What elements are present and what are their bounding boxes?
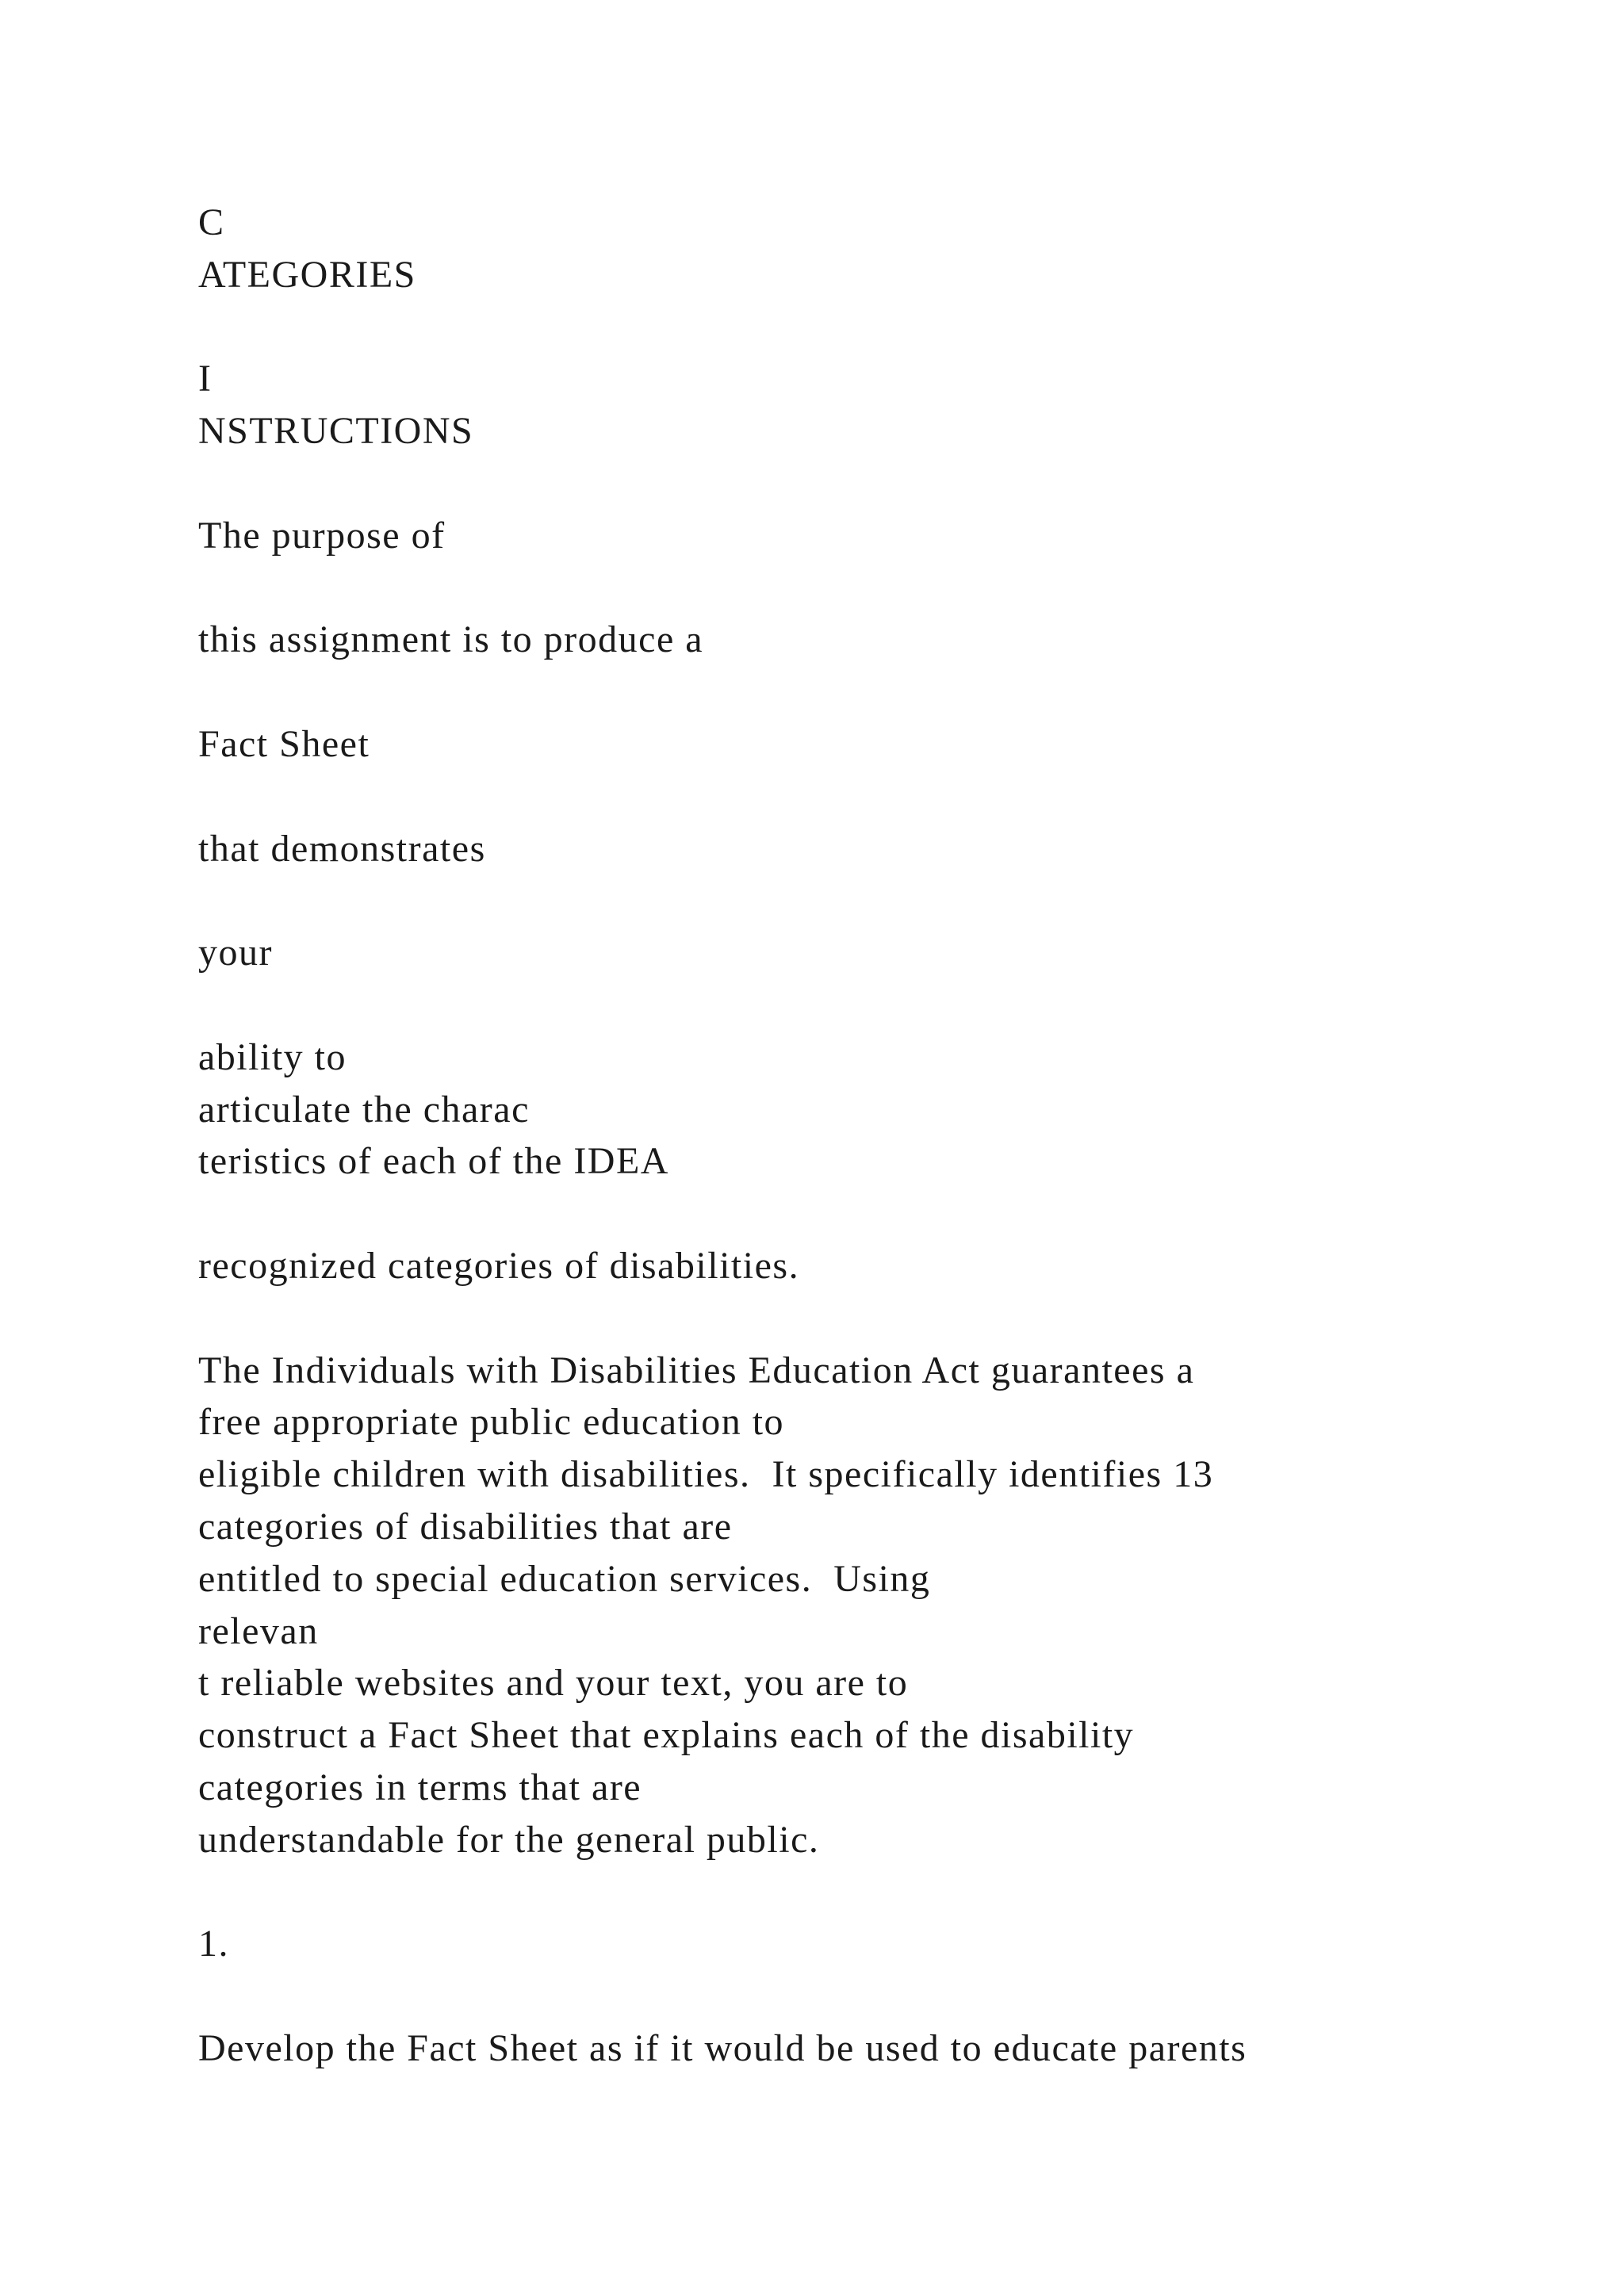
text-line: t reliable websites and your text, you are to <box>198 1662 909 1705</box>
document-body <box>198 197 1594 2075</box>
text-line: categories in terms that are <box>198 1766 642 1808</box>
text-line: Develop the Fact Sheet as if it would be used to educate parents <box>198 2026 1247 2069</box>
text-line: Fact Sheet <box>198 722 370 765</box>
heading-instructions-initial: I <box>198 358 213 400</box>
text-line: this assignment is to produce a <box>198 618 704 661</box>
text-line: relevan <box>198 1609 319 1652</box>
blank-line <box>198 301 1594 354</box>
text-line: recognized categories of disabilities. <box>198 1244 800 1287</box>
blank-line <box>198 562 1594 614</box>
text-line: ability to <box>198 1035 347 1078</box>
text-line: that demonstrates <box>198 827 486 870</box>
heading-categories-initial: C <box>198 201 225 243</box>
text-line: The purpose of <box>198 514 446 557</box>
text-line: categories of disabilities that are <box>198 1505 733 1548</box>
text-line: The Individuals with Disabilities Education Act guarantees a <box>198 1349 1195 1391</box>
text-line: construct a Fact Sheet that explains each of the disability <box>198 1714 1135 1757</box>
text-line: eligible children with disabilities. It specifically identifies 13 <box>198 1453 1214 1496</box>
text-line: articulate the charac <box>198 1088 530 1131</box>
text-line: teristics of each of the IDEA <box>198 1140 669 1183</box>
heading-instructions-rest: NSTRUCTIONS <box>198 410 474 453</box>
blank-line <box>198 1866 1594 1919</box>
text-line: entitled to special education services. Using <box>198 1557 931 1600</box>
blank-line <box>198 874 1594 927</box>
text-line: understandable for the general public. <box>198 1818 820 1861</box>
text-line: your <box>198 932 273 974</box>
list-number: 1. <box>198 1923 229 1965</box>
blank-line <box>198 666 1594 718</box>
blank-line <box>198 1188 1594 1240</box>
blank-line <box>198 1292 1594 1345</box>
text-line: free appropriate public education to <box>198 1401 785 1444</box>
blank-line <box>198 457 1594 510</box>
blank-line <box>198 1970 1594 2022</box>
heading-categories-rest: ATEGORIES <box>198 253 416 296</box>
blank-line <box>198 979 1594 1031</box>
blank-line <box>198 771 1594 823</box>
